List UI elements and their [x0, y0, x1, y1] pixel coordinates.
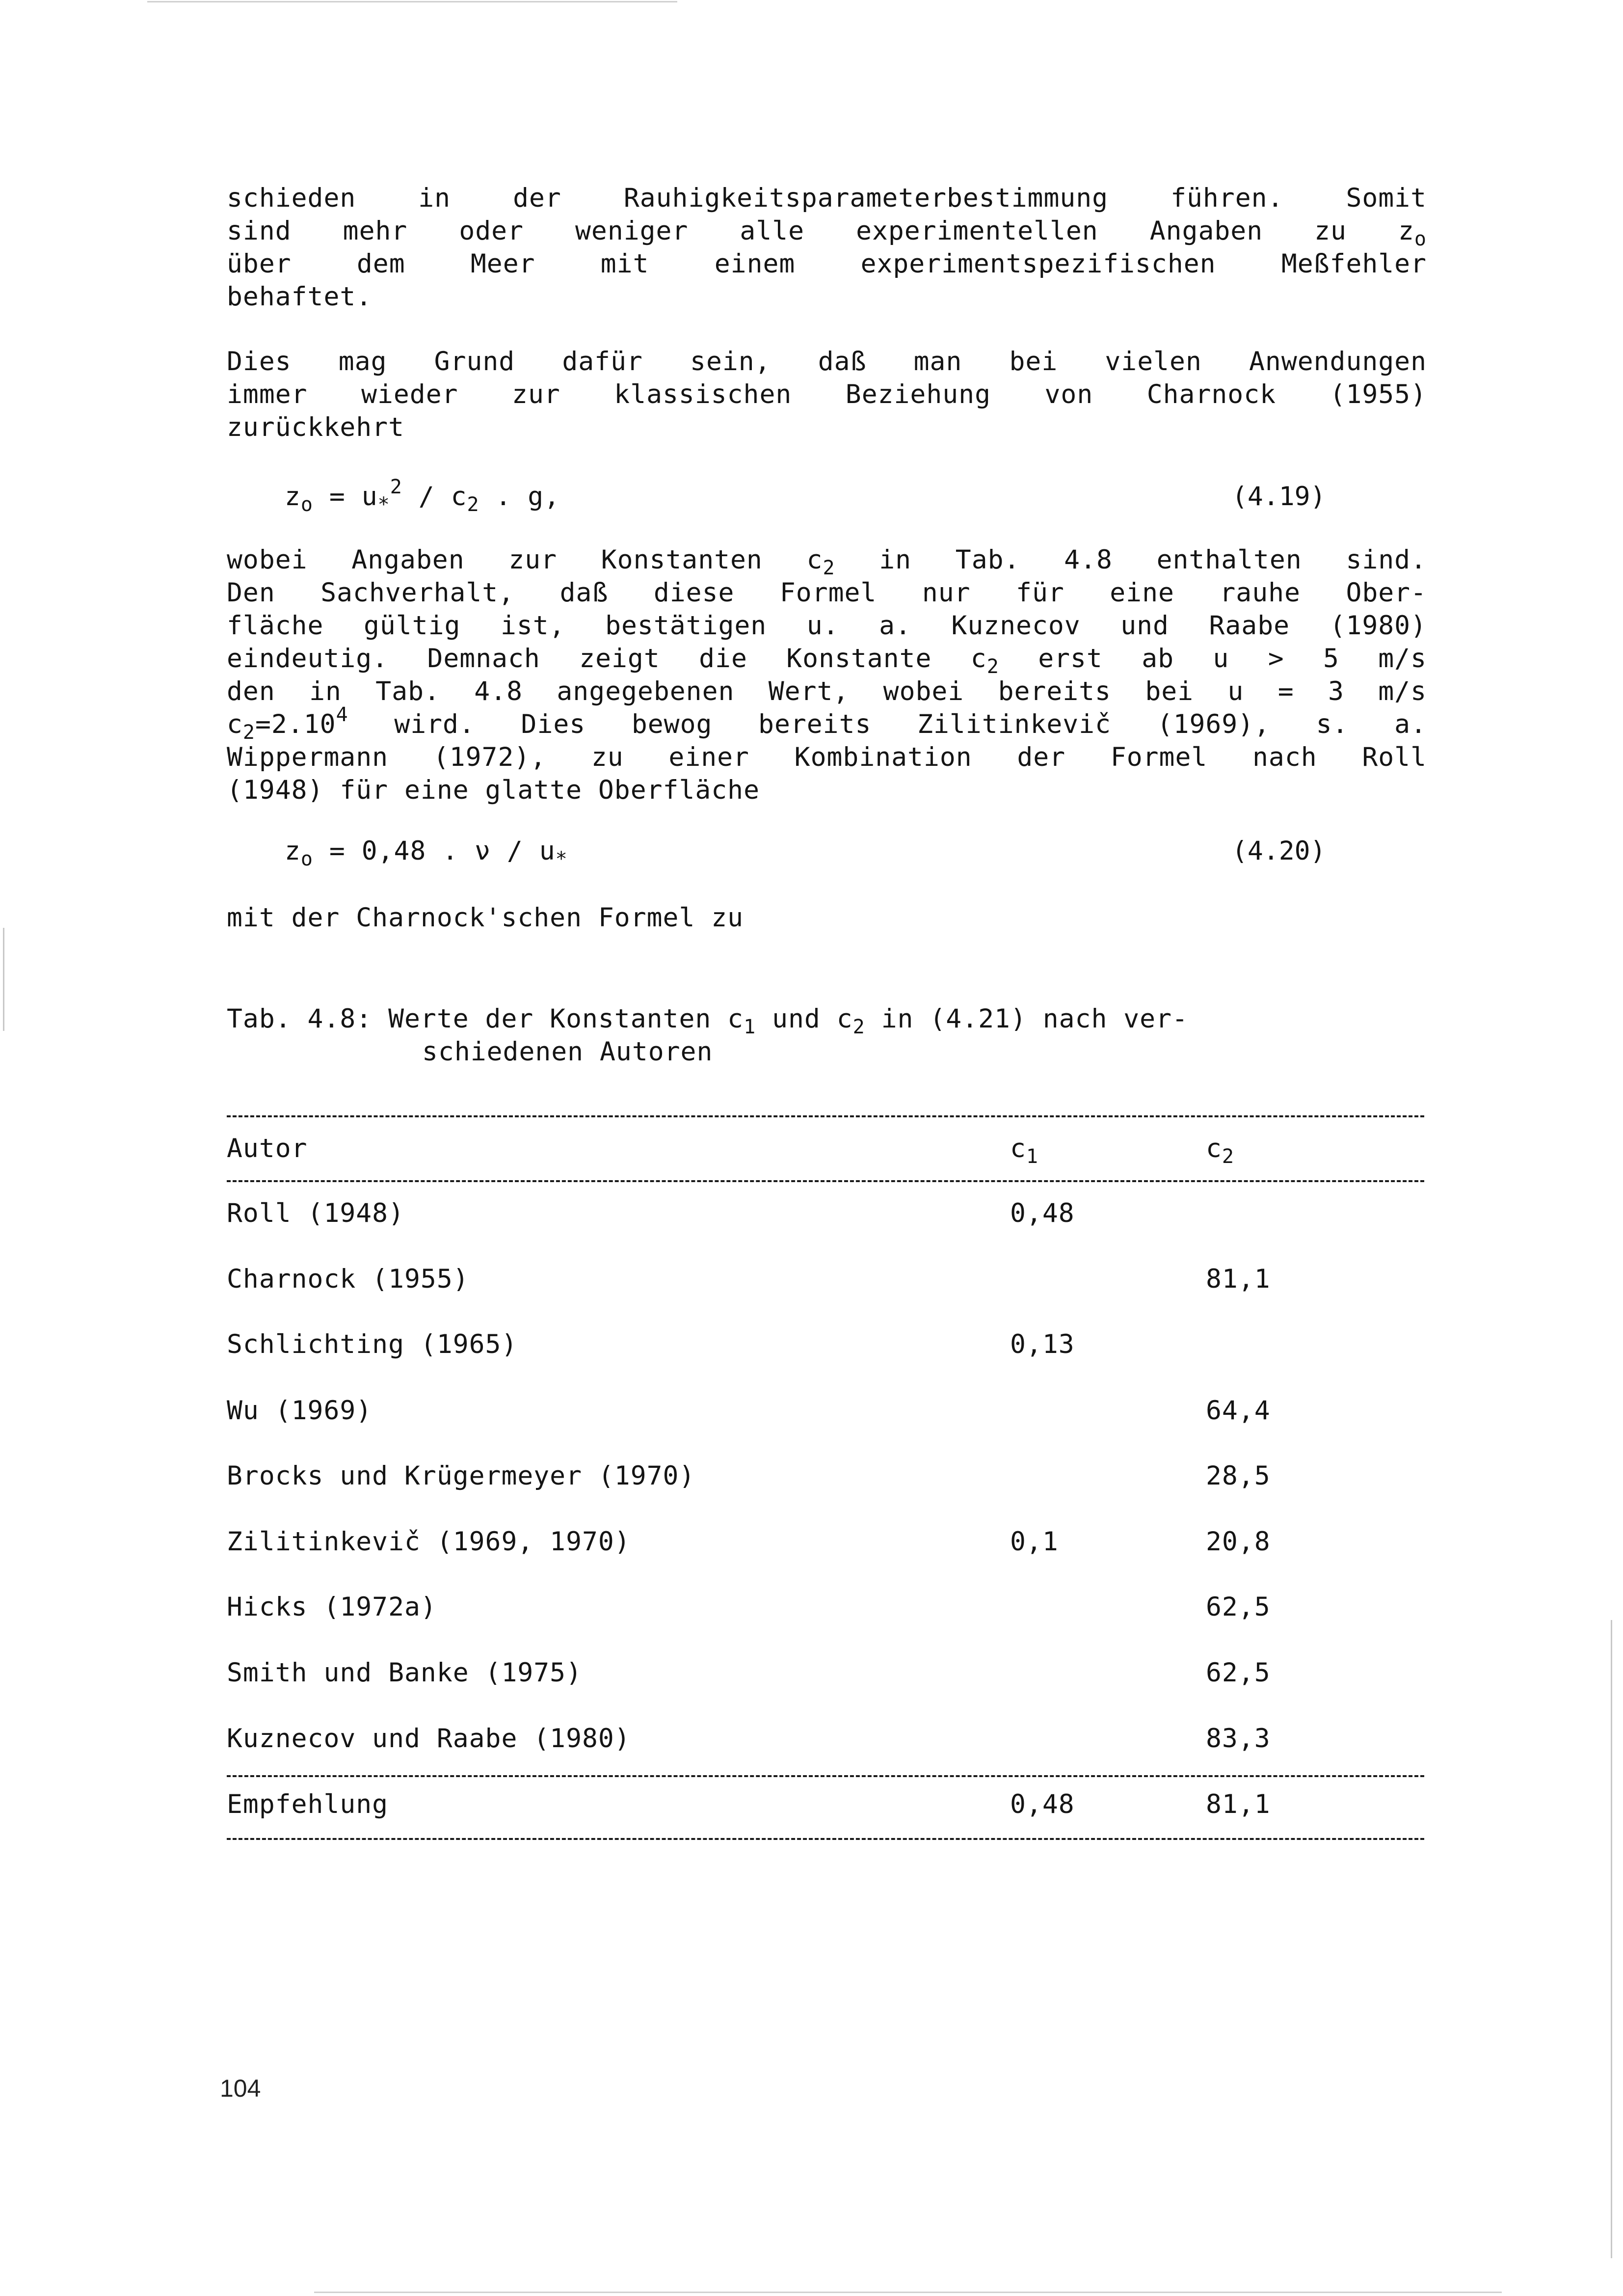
table-rule-top: [227, 1115, 1424, 1117]
table-caption: Tab. 4.8: Werte der Konstanten $c_1$ und $c_2$ in (4.21) nach ver- schiedenen Autoren: [227, 1004, 1188, 1067]
paragraph-1: [227, 182, 1427, 313]
equation-number-4-19: (4.19): [1232, 482, 1326, 512]
paragraph-1-line-3: über dem Meer mit einem experimentspezifischen Meßfehler: [227, 249, 1427, 279]
table-row: Brocks und Krügermeyer (1970) 28,5: [227, 1461, 1271, 1491]
paragraph-4-line-1: mit der Charnock'schen Formel zu: [227, 903, 744, 933]
table-row: Hicks (1972a) 62,5: [227, 1592, 1271, 1622]
paragraph-3-line-5: den in Tab. 4.8 angegebenen Wert, wobei bereits bei u = 3 m/s: [227, 676, 1427, 706]
table-row: Wu (1969) 64,4: [227, 1396, 1271, 1426]
header-autor: Autor: [227, 1134, 308, 1163]
formula-4-20: $z_o = 0,48$ . ν / $u_*$: [285, 836, 568, 870]
paragraph-2: [227, 345, 1427, 444]
table-rule-header: [227, 1180, 1424, 1182]
scan-edge-left: [3, 928, 4, 1031]
formula-4-19: $z_o = u_*^2 / c_2$ . g,: [285, 476, 560, 516]
paragraph-3-line-4: eindeutig. Demnach zeigt die Konstante $c_2$ erst ab u > 5 m/s: [227, 644, 1427, 678]
paragraph-3-line-2: Den Sachverhalt, daß diese Formel nur für eine rauhe Ober-: [227, 578, 1427, 608]
paragraph-3-line-3: fläche gültig ist, bestätigen u. a. Kuznecov und Raabe (1980): [227, 611, 1427, 641]
table-row: Zilitinkevič (1969, 1970) 0,1 20,8: [227, 1527, 1271, 1557]
paragraph-1-line-4: behaftet.: [227, 282, 372, 312]
table-rule-recommendation: [227, 1775, 1424, 1777]
scan-edge-top: [147, 1, 677, 2]
scan-edge-right: [1611, 1620, 1612, 2258]
paragraph-3-line-1: wobei Angaben zur Konstanten $c_2$ in Tab. 4.8 enthalten sind.: [227, 545, 1427, 579]
paragraph-3: [227, 543, 1427, 807]
header-c1: $c_1$: [1010, 1134, 1039, 1168]
paragraph-2-line-2: immer wieder zur klassischen Beziehung von Charnock (1955): [227, 379, 1427, 409]
table-row: Smith und Banke (1975) 62,5: [227, 1658, 1271, 1688]
paragraph-1-line-2: sind mehr oder weniger alle experimentellen Angaben zu $z_o$: [227, 216, 1427, 250]
equation-number-4-20: (4.20): [1232, 836, 1326, 866]
paragraph-2-line-1: Dies mag Grund dafür sein, daß man bei vielen Anwendungen: [227, 347, 1427, 377]
table-row: Kuznecov und Raabe (1980) 83,3: [227, 1724, 1271, 1754]
paragraph-3-line-6: $c_2=2.10^4$ wird. Dies bewog bereits Zilitinkevič (1969), s. a.: [227, 703, 1427, 744]
paragraph-2-line-3: zurückkehrt: [227, 412, 404, 442]
table-row: Charnock (1955) 81,1: [227, 1264, 1271, 1294]
paragraph-3-line-8: (1948) für eine glatte Oberfläche: [227, 775, 760, 805]
table-row: Roll (1948) 0,48: [227, 1198, 1075, 1228]
header-c2: $c_2$: [1206, 1134, 1235, 1168]
paragraph-3-line-7: Wippermann (1972), zu einer Kombination der Formel nach Roll: [227, 742, 1427, 772]
table-recommendation-row: Empfehlung 0,48 81,1: [227, 1789, 1271, 1819]
table-row: Schlichting (1965) 0,13: [227, 1329, 1075, 1359]
table-rule-bottom: [227, 1838, 1424, 1840]
paragraph-4: [227, 901, 1427, 934]
paragraph-1-line-1: schieden in der Rauhigkeitsparameterbestimmung führen. Somit: [227, 183, 1427, 213]
table-header-row: [227, 1132, 1424, 1168]
page-number: 104: [220, 2075, 261, 2102]
scan-edge-bottom: [314, 2292, 1502, 2293]
